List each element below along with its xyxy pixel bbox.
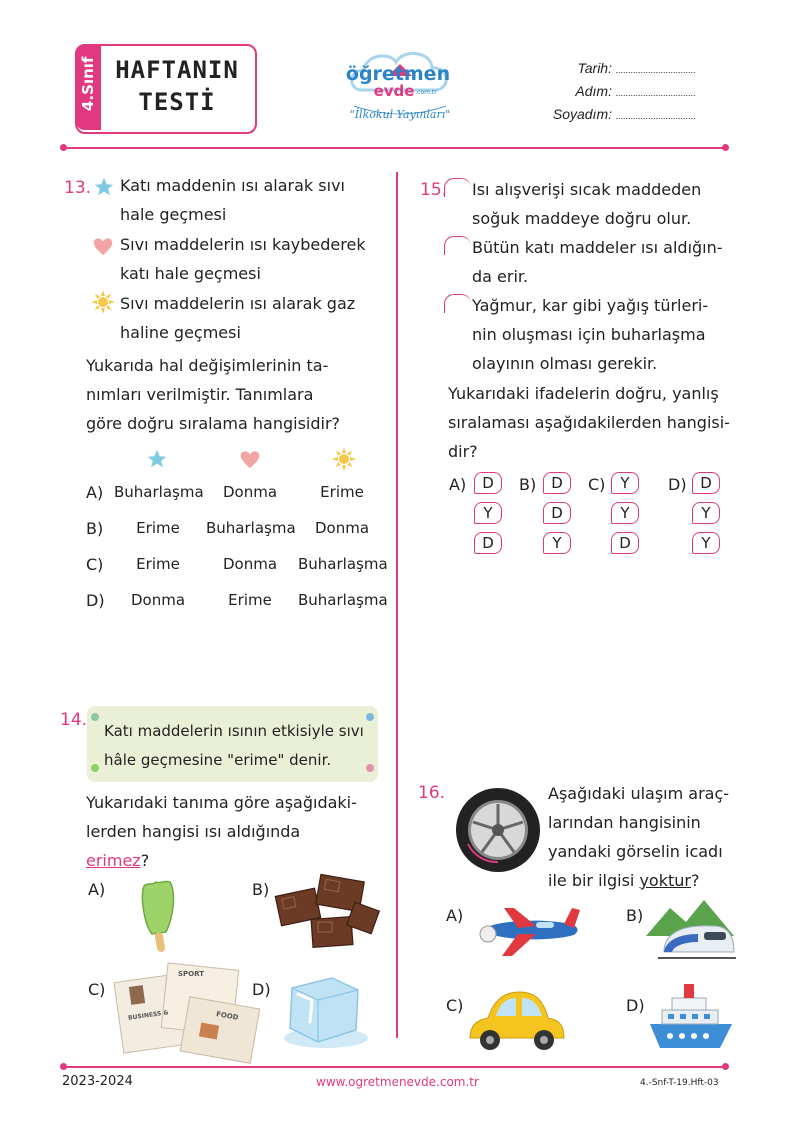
q14-number: 14. [60, 710, 88, 730]
q14-definition-line1: Katı maddelerin ısının etkisiyle sıvı [104, 722, 364, 740]
q13-option-a[interactable] [86, 483, 103, 502]
q15-statement-2 [472, 233, 723, 291]
q13-c-col1: Erime [136, 555, 180, 573]
ice-cube-image [278, 970, 370, 1050]
q15-b-answers [543, 472, 571, 554]
q13-stem [86, 351, 340, 438]
logo-sub-text: evde [373, 82, 415, 100]
pin-icon [366, 713, 374, 721]
q15-stem-line3: dir? [448, 442, 478, 461]
option-letter: D) [86, 591, 105, 610]
q14-question-mark: ? [140, 851, 150, 870]
q15-answer-box-1[interactable] [444, 178, 471, 197]
q15-statement-2-line1: Bütün katı maddeler ısı aldığın- [472, 238, 723, 257]
q15-statement-2-line2: da erir. [472, 267, 529, 286]
q13-item-2-line2: katı hale geçmesi [120, 264, 261, 283]
divider-dot-right [722, 144, 729, 151]
q13-item-1 [120, 171, 345, 229]
q13-item-2-line1: Sıvı maddelerin ısı kaybederek [120, 235, 366, 254]
star-icon [92, 176, 116, 198]
q14-emphasis: erimez [86, 851, 141, 870]
q14-stem [86, 788, 357, 875]
chocolate-image [272, 870, 380, 954]
title-line-2: TESTİ [138, 88, 216, 116]
newspaper-business-text: BUSINESS & [127, 1009, 170, 1022]
answer-bubble: Y [611, 472, 639, 494]
q15-statement-3-line1: Yağmur, kar gibi yağış türleri- [472, 296, 709, 315]
q15-answer-box-3[interactable] [444, 294, 471, 313]
q13-d-col2: Erime [228, 591, 272, 609]
footer-code: 4.-Snf-T-19.Hft-03 [640, 1078, 719, 1088]
sun-icon [332, 447, 356, 471]
surname-field[interactable] [540, 106, 720, 122]
q14-definition-line2: hâle geçmesine "erime" denir. [104, 751, 332, 769]
q13-b-col1: Erime [136, 519, 180, 537]
q16-emphasis: yoktur [639, 871, 691, 890]
q16-stem-line4 [548, 866, 729, 895]
pin-icon [91, 713, 99, 721]
q13-stem-line3: göre doğru sıralama hangisidir? [86, 414, 341, 433]
q15-a-answers [474, 472, 502, 554]
q15-statement-1-line2: soğuk maddeye doğru olur. [472, 209, 692, 228]
footer-dot-right [722, 1063, 729, 1070]
option-letter: B) [86, 519, 104, 538]
q13-stem-line2: nımları verilmiştir. Tanımlara [86, 385, 314, 404]
q16-option-b[interactable]: B) [626, 906, 644, 925]
q15-answer-box-2[interactable] [444, 236, 471, 255]
publisher-logo [340, 44, 460, 130]
q14-stem-line2: lerden hangisi ısı aldığında [86, 822, 301, 841]
q13-d-col1: Donma [130, 591, 186, 609]
footer-year: 2023-2024 [62, 1074, 133, 1089]
q13-d-col3: Buharlaşma [298, 591, 388, 609]
footer-divider [64, 1066, 726, 1068]
surname-label: Soyadım: [552, 106, 612, 122]
ship-image [646, 980, 736, 1056]
answer-bubble: D [474, 532, 502, 554]
q14-definition [104, 717, 364, 775]
q13-a-col2: Donma [222, 483, 278, 501]
q15-option-c[interactable]: C) [588, 475, 606, 494]
q13-stem-line1: Yukarıda hal değişimlerinin ta- [86, 356, 329, 375]
logo-tagline: "İlkokul Yayınları" [349, 108, 451, 121]
q13-item-1-line2: hale geçmesi [120, 205, 227, 224]
answer-bubble: D [692, 472, 720, 494]
header-divider [64, 147, 726, 149]
title-line-1: HAFTANIN [115, 56, 239, 84]
q16-number: 16. [418, 783, 446, 803]
q14-option-c[interactable]: C) [88, 980, 106, 999]
name-label: Adım: [575, 83, 612, 99]
newspaper-food-text: FOOD [215, 1010, 240, 1022]
q15-statement-3-line2: nin oluşması için buharlaşma [472, 325, 706, 344]
q13-item-3-line1: Sıvı maddelerin ısı alarak gaz [120, 294, 356, 313]
star-icon [146, 448, 168, 470]
answer-bubble: Y [692, 532, 720, 554]
q13-a-col1: Buharlaşma [114, 483, 204, 501]
q15-stem [448, 379, 730, 466]
q13-c-col3: Buharlaşma [298, 555, 388, 573]
q16-stem-line2: larından hangisinin [548, 813, 701, 832]
surname-dots: ................................ [615, 111, 696, 121]
q15-stem-line2: sıralaması aşağıdakilerden hangisi- [448, 413, 730, 432]
logo-main-text: öğretmen [345, 63, 451, 85]
logo-domain-text: .com.tr [415, 89, 437, 96]
q13-option-b[interactable] [86, 519, 103, 538]
answer-bubble: D [543, 472, 571, 494]
newspaper-sport-text: SPORT [178, 970, 204, 978]
date-field[interactable] [540, 60, 720, 76]
grade-label: 4.Sınıf [79, 56, 97, 111]
answer-bubble: Y [543, 532, 571, 554]
q15-statement-3-line3: olayının olması gerekir. [472, 354, 658, 373]
q13-option-c[interactable] [86, 555, 103, 574]
q15-statement-3 [472, 291, 708, 378]
q15-statement-1-line1: Isı alışverişi sıcak maddeden [472, 180, 702, 199]
q15-option-a[interactable]: A) [449, 475, 467, 494]
ice-cream-image [130, 876, 190, 956]
q13-option-d[interactable] [86, 591, 105, 610]
answer-bubble: D [474, 472, 502, 494]
option-letter: C) [86, 555, 104, 574]
airplane-image [474, 902, 586, 958]
q15-number: 15. [420, 180, 448, 200]
newspaper-image [114, 962, 256, 1058]
q16-stem-line3: yandaki görselin icadı [548, 842, 723, 861]
answer-bubble: D [611, 532, 639, 554]
q16-option-a[interactable]: A) [446, 906, 464, 925]
answer-bubble: Y [474, 502, 502, 524]
answer-bubble: Y [692, 502, 720, 524]
q13-item-3 [120, 289, 355, 347]
q13-b-col2: Buharlaşma [206, 519, 296, 537]
heart-icon [239, 449, 261, 469]
q16-stem [548, 779, 729, 895]
q13-number: 13. [64, 178, 92, 198]
q13-item-1-line1: Katı maddenin ısı alarak sıvı [120, 176, 345, 195]
q15-option-d[interactable]: D) [668, 475, 687, 494]
q13-c-col2: Donma [222, 555, 278, 573]
q13-item-3-line2: haline geçmesi [120, 323, 241, 342]
q15-stem-line1: Yukarıdaki ifadelerin doğru, yanlış [448, 384, 719, 403]
answer-bubble: Y [611, 502, 639, 524]
sun-icon [91, 290, 115, 314]
q15-statement-1 [472, 175, 701, 233]
wheel-image [454, 784, 542, 876]
column-divider [396, 172, 398, 1038]
q14-option-b[interactable]: B) [252, 880, 270, 899]
q16-stem-line1: Aşağıdaki ulaşım araç- [548, 784, 730, 803]
name-field[interactable] [540, 83, 720, 99]
q14-option-d[interactable]: D) [252, 980, 271, 999]
q15-c-answers [611, 472, 639, 554]
answer-bubble: D [543, 502, 571, 524]
pin-icon [366, 764, 374, 772]
date-dots: ................................ [615, 65, 696, 75]
name-dots: ................................ [615, 88, 696, 98]
q16-stem-line4-start: ile bir ilgisi [548, 871, 640, 890]
q16-option-d[interactable]: D) [626, 996, 645, 1015]
q13-a-col3: Erime [320, 483, 364, 501]
train-image [644, 896, 736, 966]
q14-option-a[interactable]: A) [88, 880, 106, 899]
q15-d-answers [692, 472, 720, 554]
q16-option-c[interactable]: C) [446, 996, 464, 1015]
q15-option-b[interactable]: B) [519, 475, 537, 494]
footer-url[interactable]: www.ogretmenevde.com.tr [316, 1075, 479, 1089]
date-label: Tarih: [577, 60, 612, 76]
page-title [102, 54, 252, 118]
pin-icon [91, 764, 99, 772]
q14-stem-line1: Yukarıdaki tanıma göre aşağıdaki- [86, 793, 357, 812]
q13-item-2 [120, 230, 366, 288]
q13-b-col3: Donma [314, 519, 370, 537]
car-image [464, 986, 568, 1054]
heart-icon [92, 236, 114, 256]
option-letter: A) [86, 483, 104, 502]
q16-question-mark: ? [690, 871, 700, 890]
